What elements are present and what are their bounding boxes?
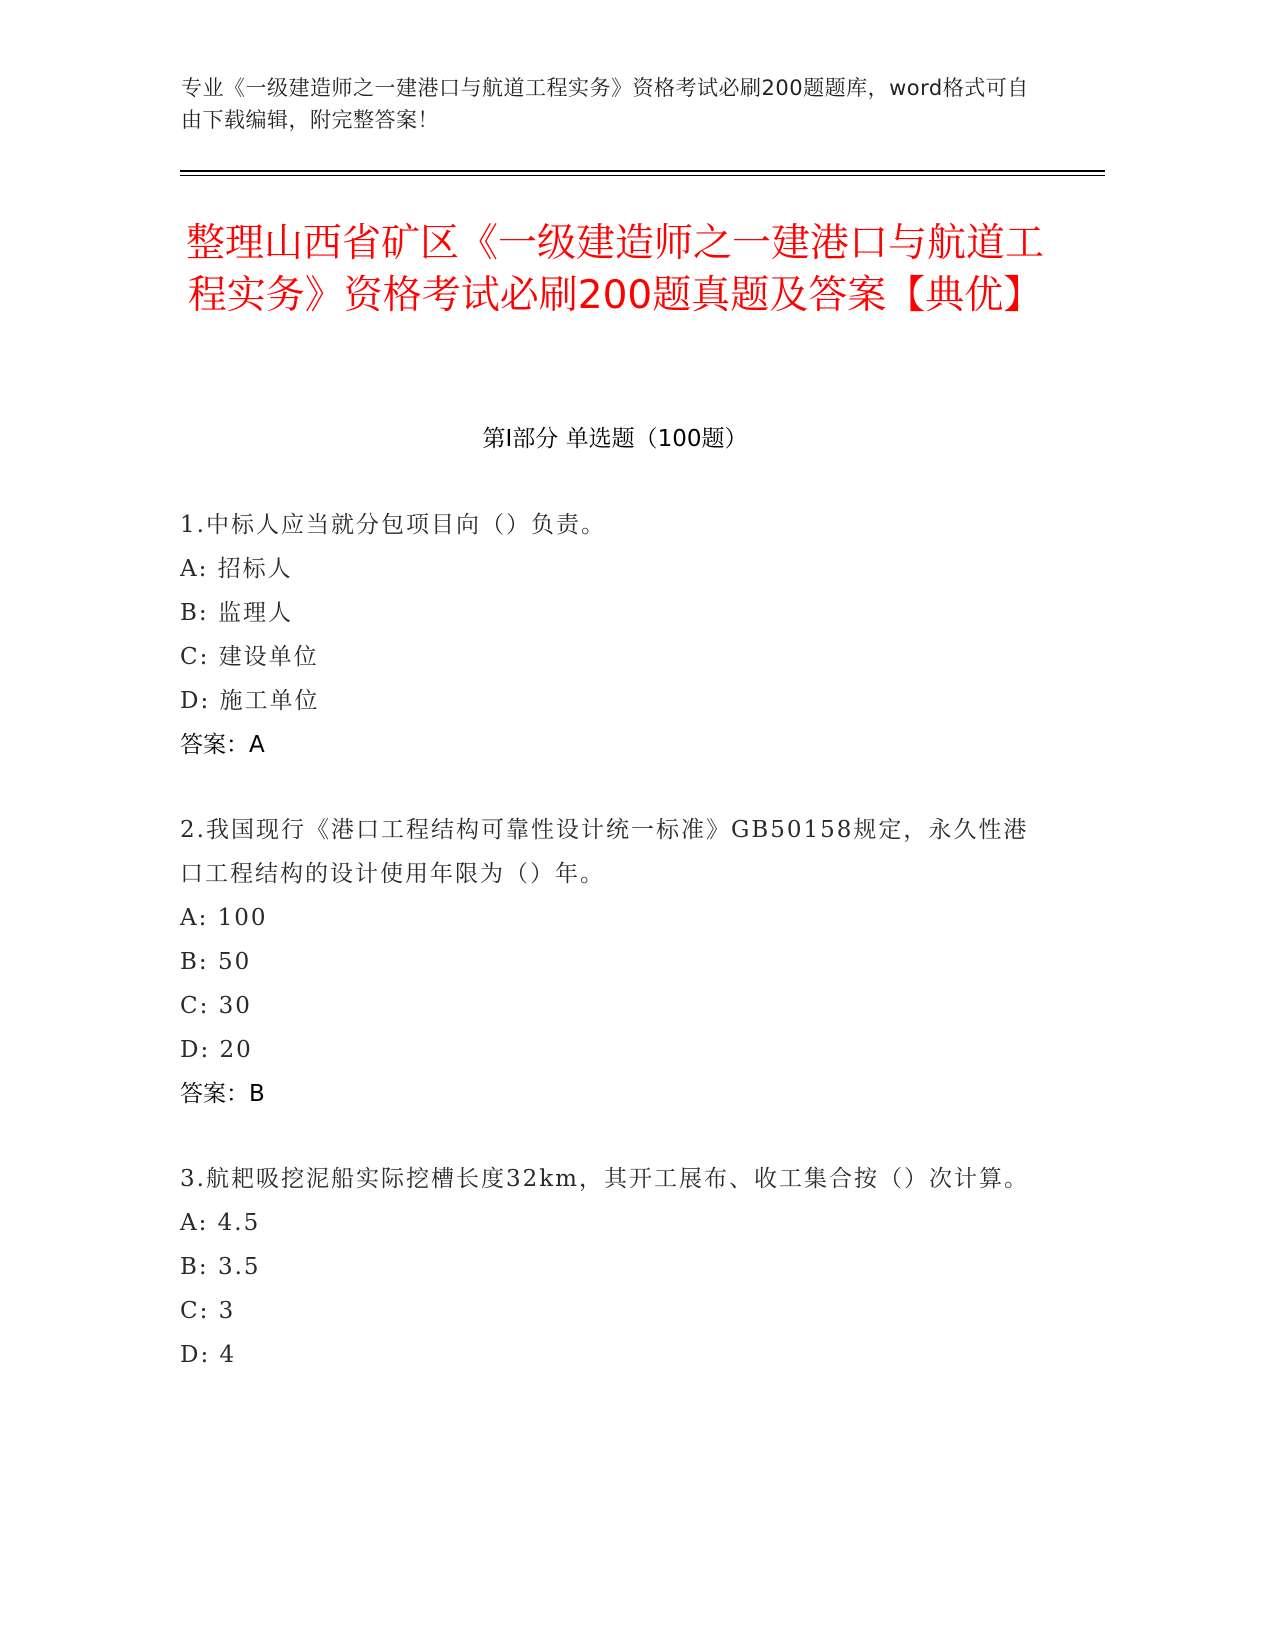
header-rule-thick <box>180 170 1105 172</box>
section-heading: 第I部分 单选题（100题） <box>482 426 748 452</box>
option-c: C: 3 <box>180 1298 236 1324</box>
answer-line: 答案：B <box>180 1081 265 1107</box>
option-d: D: 20 <box>180 1037 253 1063</box>
header-rule-thin <box>180 175 1105 176</box>
option-d: D: 4 <box>180 1342 237 1368</box>
question-text: 3.航耙吸挖泥船实际挖槽长度32km，其开工展布、收工集合按（）次计算。 <box>180 1166 1029 1192</box>
header-note: 专业《一级建造师之一建港口与航道工程实务》资格考试必刷200题题库，word格式可自由下载编辑，附完整答案！ <box>181 76 1029 132</box>
option-b: B: 50 <box>180 949 252 975</box>
option-a: A: 100 <box>180 905 268 931</box>
option-b: B: 3.5 <box>180 1254 261 1280</box>
question-list <box>180 503 1040 1418</box>
question-2 <box>180 808 1040 1116</box>
question-text: 1.中标人应当就分包项目向（）负责。 <box>180 512 606 538</box>
question-text: 2.我国现行《港口工程结构可靠性设计统一标准》GB50158规定，永久性港口工程结构的设计使用年限为（）年。 <box>180 817 1029 887</box>
question-3 <box>180 1157 1040 1377</box>
option-c: C: 建设单位 <box>180 644 319 670</box>
option-a: A: 招标人 <box>180 556 293 582</box>
option-a: A: 4.5 <box>180 1210 261 1236</box>
option-d: D: 施工单位 <box>180 688 320 714</box>
answer-line: 答案：A <box>180 732 265 758</box>
option-b: B: 监理人 <box>180 600 293 626</box>
option-c: C: 30 <box>180 993 252 1019</box>
document-title: 整理山西省矿区《一级建造师之一建港口与航道工程实务》资格考试必刷200题真题及答案【典优】 <box>185 221 1044 318</box>
question-1 <box>180 503 1040 767</box>
